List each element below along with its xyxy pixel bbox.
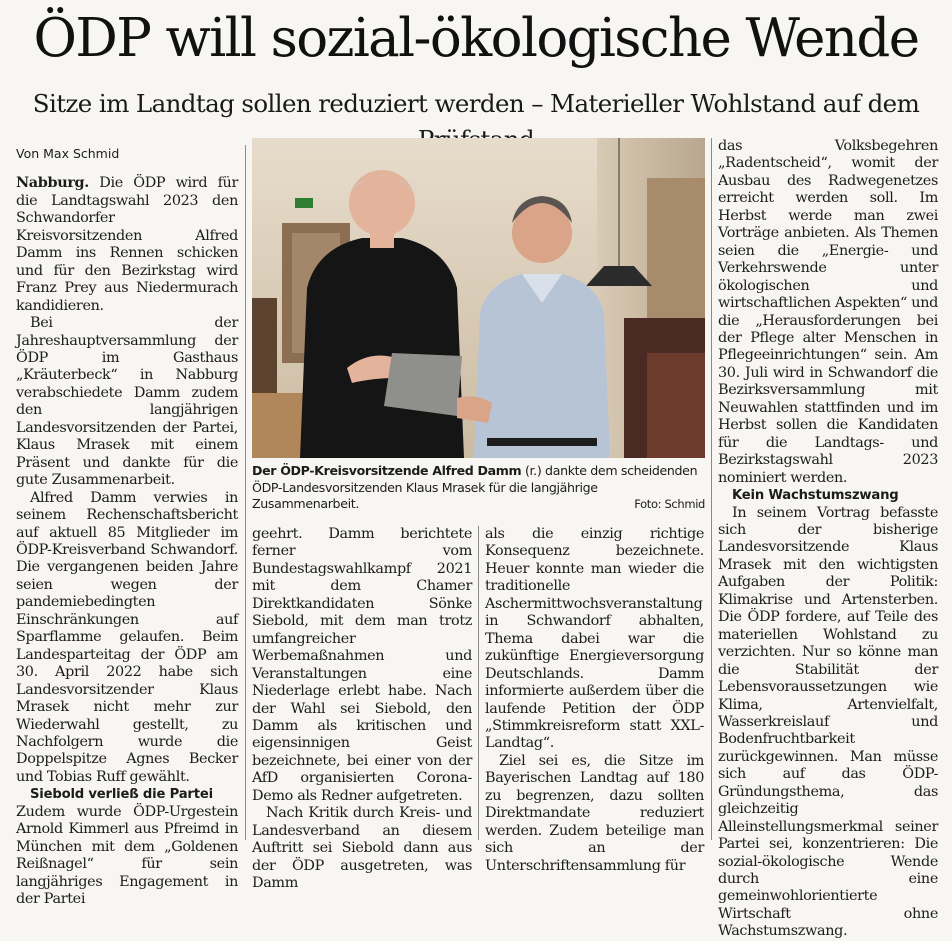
photo-credit: Foto: Schmid [634,497,705,511]
paragraph: Ziel sei es, die Sitze im Bayerischen Landtag auf 180 zu begrenzen, dazu sollten Direktmandate reduziert werden. Zudem beteilige man sich an der Unterschriftensammlung für [485,752,704,874]
dateline: Nabburg. [16,174,89,192]
headline: ÖDP will sozial-ökologische Wende [33,8,919,69]
article-column-3 [485,526,704,875]
photo-caption [252,463,705,513]
column-rule [245,145,246,840]
paragraph: das Volksbegehren „Radentscheid“, womit der Ausbau des Radwegenetzes erreicht werden soll. Im Herbst werde man zwei Vorträge anbieten. Als Themen seien die „Energie- und Verkehrswende unter ökologischen und wirtschaftlichen Aspekten“ und die „Herausforderungen bei der Pflege alter Menschen in Pflegeeinrichtungen“ sein. Am 30. Juli wird in Schwandorf die Bezirksversammlung mit Neuwahlen stattfinden und im Herbst sollen die Kandidaten für die Landtags- und Bezirkstagswahl 2023 nominiert werden. [718,138,938,486]
paragraph: als die einzig richtige Konsequenz bezeichnete. Heuer konnte man wieder die traditionelle Aschermittwochsveranstaltung in Schwandorf abhalten, Thema dabei war die zukünftige Energieversorgung Deutschlands. Damm informierte außerdem über die laufende Petition der ÖDP „Stimmkreisreform statt XXL-Landtag“. [485,526,704,752]
byline: Von Max Schmid [16,146,120,161]
article-column-1 [16,145,238,908]
article-column-2 [252,526,472,893]
caption-bold: Der ÖDP-Kreisvorsitzende Alfred Damm [252,463,522,478]
paragraph: Zudem wurde ÖDP-Urgestein Arnold Kimmerl aus Pfreimd in München mit dem „Goldenen Reißnagel“ für sein langjähriges Engagement in der Partei [16,803,238,908]
column-rule [478,526,479,840]
section-heading: Kein Wachstumszwang [732,488,899,504]
paragraph: Alfred Damm verwies in seinem Rechenschaftsbericht auf aktuell 85 Mitglieder im ÖDP-Kreisverband Schwandorf. Die vergangenen beiden Jahre seien wegen der pandemiebedingten Einschränkungen auf Sparflamme gelaufen. Beim Landesparteitag der ÖDP am 30. April 2022 habe sich Landesvorsitzender Klaus Mrasek nicht mehr zur Wiederwahl gestellt, zu Nachfolgern wurde die Doppelspitze Agnes Becker und Tobias Ruff gewählt. [16,489,238,785]
column-rule [711,138,712,840]
paragraph: Bei der Jahreshauptversammlung der ÖDP im Gasthaus „Kräuterbeck“ in Nabburg verabschiedete Damm zudem den langjährigen Landesvorsitzenden der Partei, Klaus Mrasek mit einem Präsent und dankte für die gute Zusammenarbeit. [16,315,238,489]
paragraph: Nabburg. Die ÖDP wird für die Landtagswahl 2023 den Schwandorfer Kreisvorsitzenden Alfred Damm ins Rennen schicken und für den Bezirkstag wird Franz Prey aus Niedermurach kandidieren. [16,174,238,314]
caption-text: (r.) dankte dem scheidenden ÖDP-Landesvorsitzenden Klaus Mrasek für die langjährige Zusammenarbeit. [252,463,698,511]
article-photo [252,138,705,458]
paragraph: Nach Kritik durch Kreis- und Landesverband an diesem Auftritt sei Siebold dann aus der ÖDP ausgetreten, was Damm [252,805,472,892]
section-heading: Siebold verließ die Partei [30,787,213,803]
paragraph: In seinem Vortrag befasste sich der bisherige Landesvorsitzende Klaus Mrasek mit den wichtigsten Aufgaben der Politik: Klimakrise und Artensterben. Die ÖDP fordere, auf Teile des materiellen Wohlstand zu verzichten. Nur so könne man die Stabilität der Lebensvoraussetzungen wie Klima, Artenvielfalt, Wasserkreislauf und Bodenfruchtbarkeit zurückgewinnen. Man müsse sich auf das ÖDP-Gründungsthema, das gleichzeitig Alleinstellungsmerkmal seiner Partei sei, konzentrieren: Die sozial-ökologische Wende durch eine gemeinwohlorientierte Wirtschaft ohne Wachstumszwang. [718,504,938,940]
paragraph: geehrt. Damm berichtete ferner vom Bundestagswahlkampf 2021 mit dem Chamer Direktkandidaten Sönke Siebold, mit dem man trotz umfangreicher Werbemaßnahmen und Veranstaltungen eine Niederlage erlebt habe. Nach der Wahl sei Siebold, den Damm als kritischen und eigensinnigen Geist bezeichnete, bei einer von der AfD organisierten Corona-Demo als Redner aufgetreten. [252,526,472,804]
article-column-4 [718,138,938,941]
subheadline: Sitze im Landtag sollen reduziert werden – Materieller Wohlstand auf dem [32,89,920,118]
